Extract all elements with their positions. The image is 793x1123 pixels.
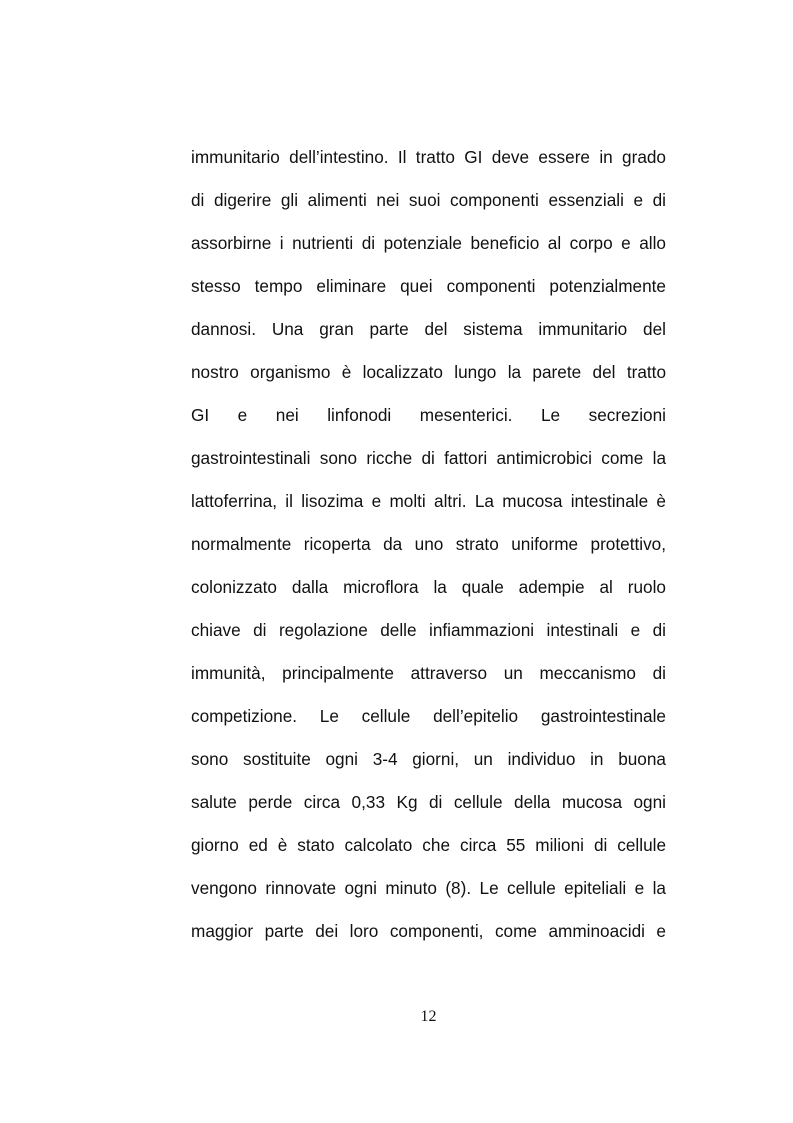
text-line: GI e nei linfonodi mesenterici. Le secrezioni — [191, 405, 666, 425]
text-line: stesso tempo eliminare quei componenti potenzialmente — [191, 276, 666, 296]
text-line: gastrointestinali sono ricche di fattori antimicrobici come la — [191, 448, 666, 468]
text-line: dannosi. Una gran parte del sistema immunitario del — [191, 319, 666, 339]
text-line: salute perde circa 0,33 Kg di cellule della mucosa ogni — [191, 792, 666, 812]
text-line: immunità, principalmente attraverso un meccanismo di — [191, 663, 666, 683]
text-line: giorno ed è stato calcolato che circa 55 milioni di cellule — [191, 835, 666, 855]
text-line: di digerire gli alimenti nei suoi componenti essenziali e di — [191, 190, 666, 210]
text-line: chiave di regolazione delle infiammazioni intestinali e di — [191, 620, 666, 640]
text-line: lattoferrina, il lisozima e molti altri. La mucosa intestinale è — [191, 491, 666, 511]
text-line: assorbirne i nutrienti di potenziale beneficio al corpo e allo — [191, 233, 666, 253]
text-line: competizione. Le cellule dell’epitelio gastrointestinale — [191, 706, 666, 726]
page-number — [0, 1008, 793, 1026]
text-line: maggior parte dei loro componenti, come amminoacidi e — [191, 921, 666, 941]
text-line: vengono rinnovate ogni minuto (8). Le cellule epiteliali e la — [191, 878, 666, 898]
text-line: sono sostituite ogni 3-4 giorni, un individuo in buona — [191, 749, 666, 769]
text-line: immunitario dell’intestino. Il tratto GI deve essere in grado — [191, 147, 666, 167]
body-paragraph — [191, 138, 666, 955]
page-number-text: 12 — [420, 1008, 437, 1025]
text-line: colonizzato dalla microflora la quale adempie al ruolo — [191, 577, 666, 597]
text-line: nostro organismo è localizzato lungo la parete del tratto — [191, 362, 666, 382]
text-line: normalmente ricoperta da uno strato uniforme protettivo, — [191, 534, 666, 554]
